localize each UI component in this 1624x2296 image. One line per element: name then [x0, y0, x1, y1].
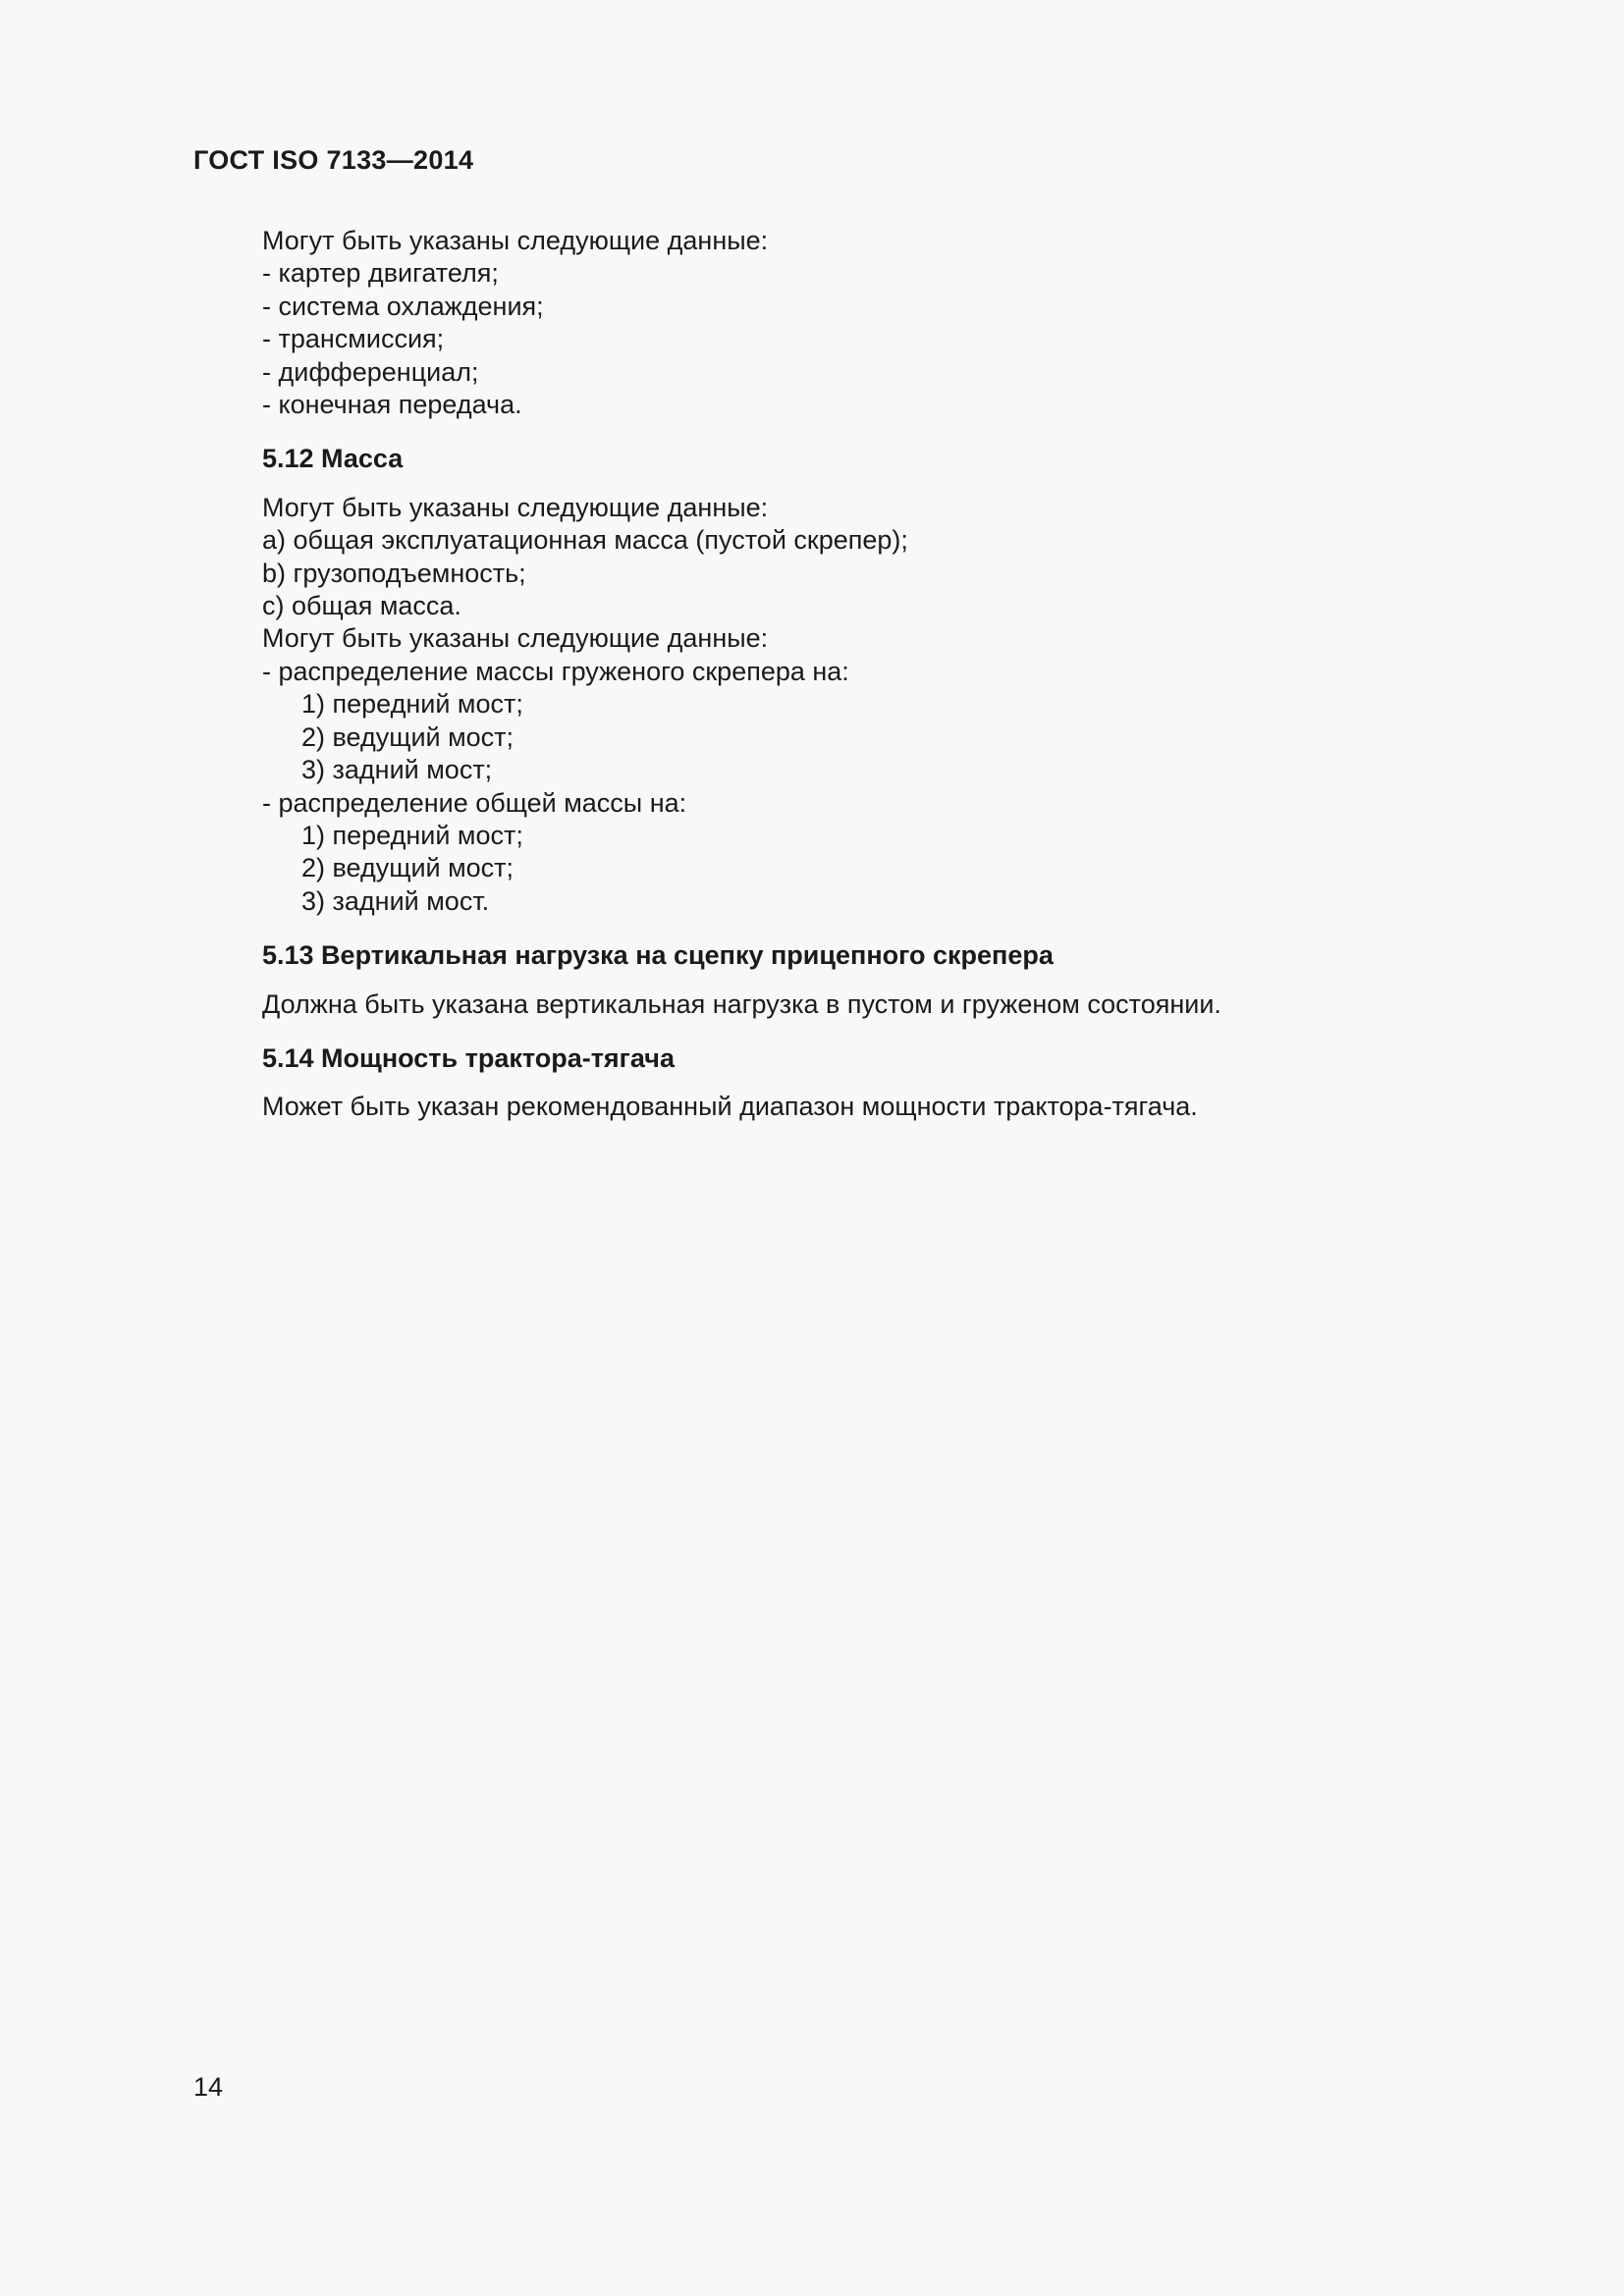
loaded-mass-distribution-item: 1) передний мост;	[301, 689, 523, 720]
loaded-mass-distribution-title: - распределение массы груженого скрепера на:	[262, 656, 849, 686]
intro-item: - конечная передача.	[262, 390, 522, 420]
loaded-mass-distribution-item: 3) задний мост;	[301, 755, 493, 785]
section-5-13-text: Должна быть указана вертикальная нагрузка в пустом и груженом состоянии.	[262, 988, 1221, 1019]
section-5-12-item: b) грузоподъемность;	[262, 558, 526, 588]
section-5-12-lead: Могут быть указаны следующие данные:	[262, 492, 769, 522]
section-5-14-text: Может быть указан рекомендованный диапазон мощности трактора-тягача.	[262, 1092, 1198, 1122]
section-5-13	[262, 939, 1440, 1021]
section-5-12-item: a) общая эксплуатационная масса (пустой скрепер);	[262, 525, 908, 556]
intro-item: - трансмиссия;	[262, 324, 445, 354]
section-5-14	[262, 1042, 1440, 1124]
total-mass-distribution-item: 1) передний мост;	[301, 820, 523, 850]
section-5-13-heading: 5.13 Вертикальная нагрузка на сцепку прицепного скрепера	[262, 940, 1054, 971]
total-mass-distribution-item: 3) задний мост.	[301, 885, 490, 916]
intro-lead: Могут быть указаны следующие данные:	[262, 226, 769, 255]
intro-item: - картер двигателя;	[262, 258, 499, 289]
page-number: 14	[193, 2072, 224, 2102]
loaded-mass-distribution-item: 2) ведущий мост;	[301, 721, 514, 752]
document-code-header: ГОСТ ISO 7133—2014	[193, 145, 474, 175]
section-5-12-lead-2: Могут быть указаны следующие данные:	[262, 623, 769, 654]
intro-block	[262, 225, 1440, 421]
total-mass-distribution-title: - распределение общей массы на:	[262, 787, 687, 818]
section-5-14-heading: 5.14 Мощность трактора-тягача	[262, 1042, 675, 1073]
intro-item: - дифференциал;	[262, 356, 479, 387]
section-5-12-item: c) общая масса.	[262, 591, 461, 621]
intro-item: - система охлаждения;	[262, 291, 544, 321]
section-5-12-heading: 5.12 Масса	[262, 444, 404, 474]
total-mass-distribution-item: 2) ведущий мост;	[301, 853, 514, 883]
page-content	[262, 225, 1440, 1124]
section-5-12	[262, 443, 1440, 918]
